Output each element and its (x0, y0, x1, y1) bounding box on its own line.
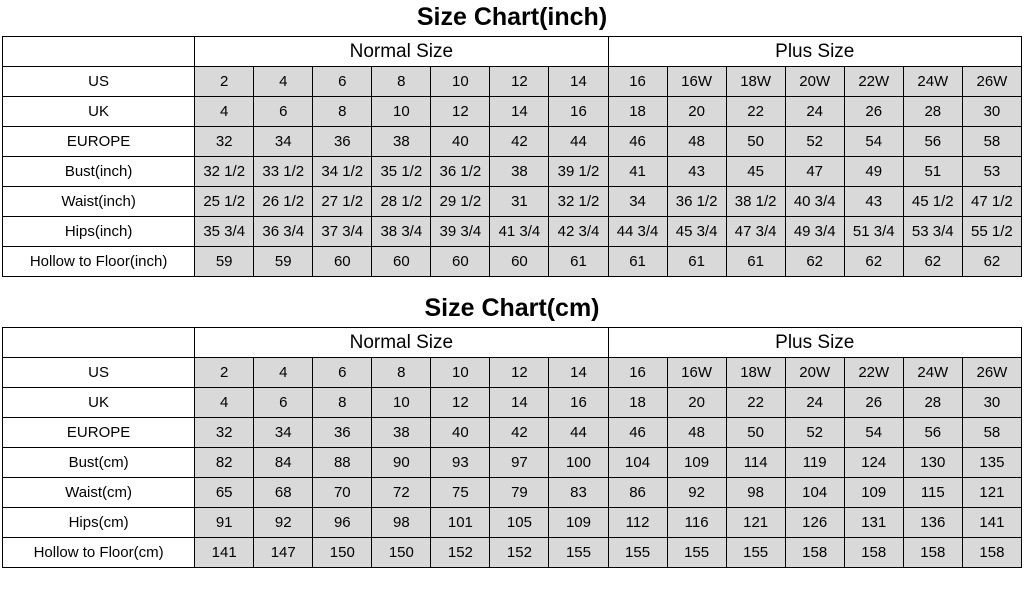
cell-plus: 158 (844, 538, 903, 568)
cell-plus: 26 (844, 388, 903, 418)
cell-plus: 28 (903, 97, 962, 127)
cell-plus: 30 (962, 97, 1021, 127)
row-label: Hips(inch) (3, 217, 195, 247)
cell-plus: 43 (844, 187, 903, 217)
cell-plus: 18W (726, 67, 785, 97)
cell-plus: 119 (785, 448, 844, 478)
cell-plus: 92 (667, 478, 726, 508)
cell-normal: 60 (431, 247, 490, 277)
cell-plus: 36 1/2 (667, 187, 726, 217)
table-row (3, 217, 1022, 247)
cell-plus: 46 (608, 418, 667, 448)
cell-normal: 38 (372, 127, 431, 157)
cell-normal: 14 (490, 97, 549, 127)
cell-normal: 10 (431, 67, 490, 97)
cell-normal: 25 1/2 (195, 187, 254, 217)
cell-plus: 38 1/2 (726, 187, 785, 217)
cell-plus: 55 1/2 (962, 217, 1021, 247)
cell-plus: 62 (785, 247, 844, 277)
cell-normal: 10 (372, 97, 431, 127)
cell-normal: 6 (313, 67, 372, 97)
cell-normal: 6 (313, 358, 372, 388)
cell-normal: 91 (195, 508, 254, 538)
cell-plus: 109 (667, 448, 726, 478)
cell-plus: 40 3/4 (785, 187, 844, 217)
cell-plus: 51 (903, 157, 962, 187)
cell-normal: 32 (195, 127, 254, 157)
size-chart-inch-block (0, 0, 1024, 277)
cell-plus: 58 (962, 418, 1021, 448)
cell-normal: 28 1/2 (372, 187, 431, 217)
cell-plus: 26W (962, 358, 1021, 388)
cell-plus: 112 (608, 508, 667, 538)
cell-plus: 18W (726, 358, 785, 388)
cell-normal: 36 (313, 127, 372, 157)
cell-normal: 72 (372, 478, 431, 508)
cell-plus: 22 (726, 388, 785, 418)
table-row (3, 538, 1022, 568)
column-group-header: Normal Size (195, 328, 608, 358)
cell-normal: 88 (313, 448, 372, 478)
cell-normal: 36 1/2 (431, 157, 490, 187)
cell-normal: 60 (490, 247, 549, 277)
table-row (3, 97, 1022, 127)
table-group-header-row (3, 37, 1022, 67)
cell-plus: 115 (903, 478, 962, 508)
cell-normal: 39 1/2 (549, 157, 608, 187)
cell-plus: 158 (785, 538, 844, 568)
size-chart-cm-block (0, 291, 1024, 568)
cell-plus: 16W (667, 358, 726, 388)
cell-normal: 83 (549, 478, 608, 508)
cell-plus: 47 3/4 (726, 217, 785, 247)
cell-plus: 61 (608, 247, 667, 277)
cell-normal: 60 (372, 247, 431, 277)
cell-plus: 158 (962, 538, 1021, 568)
cell-plus: 22 (726, 97, 785, 127)
cell-plus: 47 1/2 (962, 187, 1021, 217)
cell-plus: 52 (785, 127, 844, 157)
cell-normal: 14 (549, 67, 608, 97)
cell-normal: 12 (490, 358, 549, 388)
row-label: Bust(inch) (3, 157, 195, 187)
cell-plus: 45 1/2 (903, 187, 962, 217)
cell-normal: 6 (254, 97, 313, 127)
cell-plus: 46 (608, 127, 667, 157)
row-label: Hollow to Floor(cm) (3, 538, 195, 568)
table-row (3, 418, 1022, 448)
cell-plus: 16W (667, 67, 726, 97)
cell-plus: 136 (903, 508, 962, 538)
cell-normal: 8 (313, 388, 372, 418)
cell-plus: 28 (903, 388, 962, 418)
cell-normal: 34 1/2 (313, 157, 372, 187)
table-row (3, 67, 1022, 97)
cell-normal: 8 (372, 67, 431, 97)
cell-normal: 147 (254, 538, 313, 568)
table-group-header-row (3, 328, 1022, 358)
cell-normal: 14 (549, 358, 608, 388)
cell-normal: 152 (431, 538, 490, 568)
row-label: EUROPE (3, 418, 195, 448)
cell-normal: 34 (254, 418, 313, 448)
cell-plus: 45 (726, 157, 785, 187)
cell-plus: 20W (785, 67, 844, 97)
cell-normal: 42 (490, 127, 549, 157)
cell-normal: 155 (549, 538, 608, 568)
cell-normal: 105 (490, 508, 549, 538)
cell-normal: 98 (372, 508, 431, 538)
cell-normal: 2 (195, 358, 254, 388)
table-row (3, 247, 1022, 277)
table-row (3, 127, 1022, 157)
table-row (3, 187, 1022, 217)
cell-normal: 44 (549, 127, 608, 157)
cell-plus: 44 3/4 (608, 217, 667, 247)
table-row (3, 508, 1022, 538)
column-group-header: Plus Size (608, 37, 1021, 67)
cell-plus: 155 (608, 538, 667, 568)
cell-normal: 150 (372, 538, 431, 568)
cell-plus: 62 (962, 247, 1021, 277)
table-row (3, 448, 1022, 478)
cell-normal: 4 (254, 358, 313, 388)
cell-plus: 56 (903, 127, 962, 157)
table-row (3, 478, 1022, 508)
cell-plus: 16 (608, 67, 667, 97)
cell-normal: 8 (313, 97, 372, 127)
cell-normal: 32 (195, 418, 254, 448)
row-label: Bust(cm) (3, 448, 195, 478)
cell-normal: 27 1/2 (313, 187, 372, 217)
cell-normal: 10 (372, 388, 431, 418)
cell-plus: 109 (844, 478, 903, 508)
cell-normal: 36 3/4 (254, 217, 313, 247)
cell-plus: 53 3/4 (903, 217, 962, 247)
cell-normal: 68 (254, 478, 313, 508)
cell-plus: 130 (903, 448, 962, 478)
cell-normal: 37 3/4 (313, 217, 372, 247)
cell-normal: 12 (431, 97, 490, 127)
cell-normal: 32 1/2 (195, 157, 254, 187)
cell-plus: 18 (608, 97, 667, 127)
cell-plus: 62 (844, 247, 903, 277)
cell-normal: 93 (431, 448, 490, 478)
cell-normal: 16 (549, 388, 608, 418)
cell-plus: 51 3/4 (844, 217, 903, 247)
cell-normal: 44 (549, 418, 608, 448)
cell-plus: 58 (962, 127, 1021, 157)
cell-normal: 82 (195, 448, 254, 478)
cell-normal: 12 (431, 388, 490, 418)
cell-normal: 84 (254, 448, 313, 478)
cell-plus: 121 (726, 508, 785, 538)
cell-plus: 155 (726, 538, 785, 568)
cell-plus: 34 (608, 187, 667, 217)
cell-normal: 92 (254, 508, 313, 538)
cell-plus: 155 (667, 538, 726, 568)
cell-plus: 54 (844, 127, 903, 157)
cell-plus: 45 3/4 (667, 217, 726, 247)
cell-plus: 114 (726, 448, 785, 478)
column-group-header: Normal Size (195, 37, 608, 67)
cell-normal: 16 (549, 97, 608, 127)
cell-normal: 32 1/2 (549, 187, 608, 217)
cell-plus: 24 (785, 97, 844, 127)
cell-plus: 61 (726, 247, 785, 277)
cell-normal: 35 1/2 (372, 157, 431, 187)
row-label: Waist(inch) (3, 187, 195, 217)
cell-plus: 86 (608, 478, 667, 508)
cell-plus: 104 (608, 448, 667, 478)
cell-plus: 26 (844, 97, 903, 127)
cell-plus: 48 (667, 418, 726, 448)
cell-plus: 62 (903, 247, 962, 277)
cell-plus: 18 (608, 388, 667, 418)
cell-plus: 56 (903, 418, 962, 448)
cell-plus: 20 (667, 388, 726, 418)
cell-normal: 150 (313, 538, 372, 568)
cell-plus: 116 (667, 508, 726, 538)
row-label: UK (3, 388, 195, 418)
row-label: US (3, 67, 195, 97)
cell-normal: 31 (490, 187, 549, 217)
cell-normal: 39 3/4 (431, 217, 490, 247)
cell-normal: 4 (195, 97, 254, 127)
cell-normal: 8 (372, 358, 431, 388)
cell-plus: 126 (785, 508, 844, 538)
row-label: US (3, 358, 195, 388)
cell-normal: 34 (254, 127, 313, 157)
cell-plus: 50 (726, 418, 785, 448)
cell-normal: 40 (431, 127, 490, 157)
row-label: UK (3, 97, 195, 127)
cell-plus: 24 (785, 388, 844, 418)
cell-normal: 6 (254, 388, 313, 418)
cell-normal: 42 3/4 (549, 217, 608, 247)
cell-plus: 121 (962, 478, 1021, 508)
cell-plus: 20W (785, 358, 844, 388)
cell-plus: 49 (844, 157, 903, 187)
cell-normal: 61 (549, 247, 608, 277)
cell-normal: 40 (431, 418, 490, 448)
cell-normal: 14 (490, 388, 549, 418)
cell-plus: 49 3/4 (785, 217, 844, 247)
cell-plus: 41 (608, 157, 667, 187)
table-row (3, 157, 1022, 187)
cell-plus: 22W (844, 67, 903, 97)
cell-plus: 30 (962, 388, 1021, 418)
cell-plus: 104 (785, 478, 844, 508)
cell-normal: 42 (490, 418, 549, 448)
cell-plus: 52 (785, 418, 844, 448)
cell-plus: 26W (962, 67, 1021, 97)
cell-plus: 141 (962, 508, 1021, 538)
cell-normal: 101 (431, 508, 490, 538)
row-label: Hollow to Floor(inch) (3, 247, 195, 277)
cell-plus: 16 (608, 358, 667, 388)
cell-normal: 79 (490, 478, 549, 508)
cell-plus: 43 (667, 157, 726, 187)
cell-plus: 158 (903, 538, 962, 568)
cell-normal: 100 (549, 448, 608, 478)
cell-normal: 4 (254, 67, 313, 97)
cell-normal: 26 1/2 (254, 187, 313, 217)
cell-plus: 20 (667, 97, 726, 127)
cell-plus: 53 (962, 157, 1021, 187)
cell-normal: 60 (313, 247, 372, 277)
table-row (3, 388, 1022, 418)
cell-plus: 50 (726, 127, 785, 157)
page-title-cm: Size Chart(cm) (424, 294, 600, 322)
cell-normal: 38 (372, 418, 431, 448)
cell-plus: 135 (962, 448, 1021, 478)
cell-plus: 54 (844, 418, 903, 448)
cell-normal: 38 (490, 157, 549, 187)
cell-normal: 35 3/4 (195, 217, 254, 247)
cell-plus: 131 (844, 508, 903, 538)
cell-normal: 36 (313, 418, 372, 448)
cell-plus: 22W (844, 358, 903, 388)
cell-normal: 29 1/2 (431, 187, 490, 217)
cell-normal: 2 (195, 67, 254, 97)
table-row (3, 358, 1022, 388)
cell-normal: 41 3/4 (490, 217, 549, 247)
cell-plus: 47 (785, 157, 844, 187)
cell-normal: 12 (490, 67, 549, 97)
column-group-header: Plus Size (608, 328, 1021, 358)
header-corner-cell (3, 328, 195, 358)
cell-normal: 10 (431, 358, 490, 388)
cell-normal: 70 (313, 478, 372, 508)
size-chart-inch-table (2, 36, 1022, 277)
cell-normal: 65 (195, 478, 254, 508)
cell-normal: 59 (195, 247, 254, 277)
page-title-inch: Size Chart(inch) (416, 3, 608, 31)
cell-plus: 24W (903, 67, 962, 97)
cell-plus: 24W (903, 358, 962, 388)
cell-normal: 33 1/2 (254, 157, 313, 187)
cell-plus: 48 (667, 127, 726, 157)
cell-normal: 109 (549, 508, 608, 538)
cell-plus: 61 (667, 247, 726, 277)
cell-normal: 38 3/4 (372, 217, 431, 247)
size-chart-cm-table (2, 327, 1022, 568)
table-spacer (0, 277, 1024, 291)
row-label: EUROPE (3, 127, 195, 157)
cell-normal: 97 (490, 448, 549, 478)
cell-normal: 75 (431, 478, 490, 508)
cell-normal: 59 (254, 247, 313, 277)
cell-normal: 141 (195, 538, 254, 568)
header-corner-cell (3, 37, 195, 67)
cell-plus: 98 (726, 478, 785, 508)
cell-normal: 4 (195, 388, 254, 418)
cell-normal: 96 (313, 508, 372, 538)
cell-normal: 152 (490, 538, 549, 568)
row-label: Waist(cm) (3, 478, 195, 508)
cell-normal: 90 (372, 448, 431, 478)
row-label: Hips(cm) (3, 508, 195, 538)
cell-plus: 124 (844, 448, 903, 478)
